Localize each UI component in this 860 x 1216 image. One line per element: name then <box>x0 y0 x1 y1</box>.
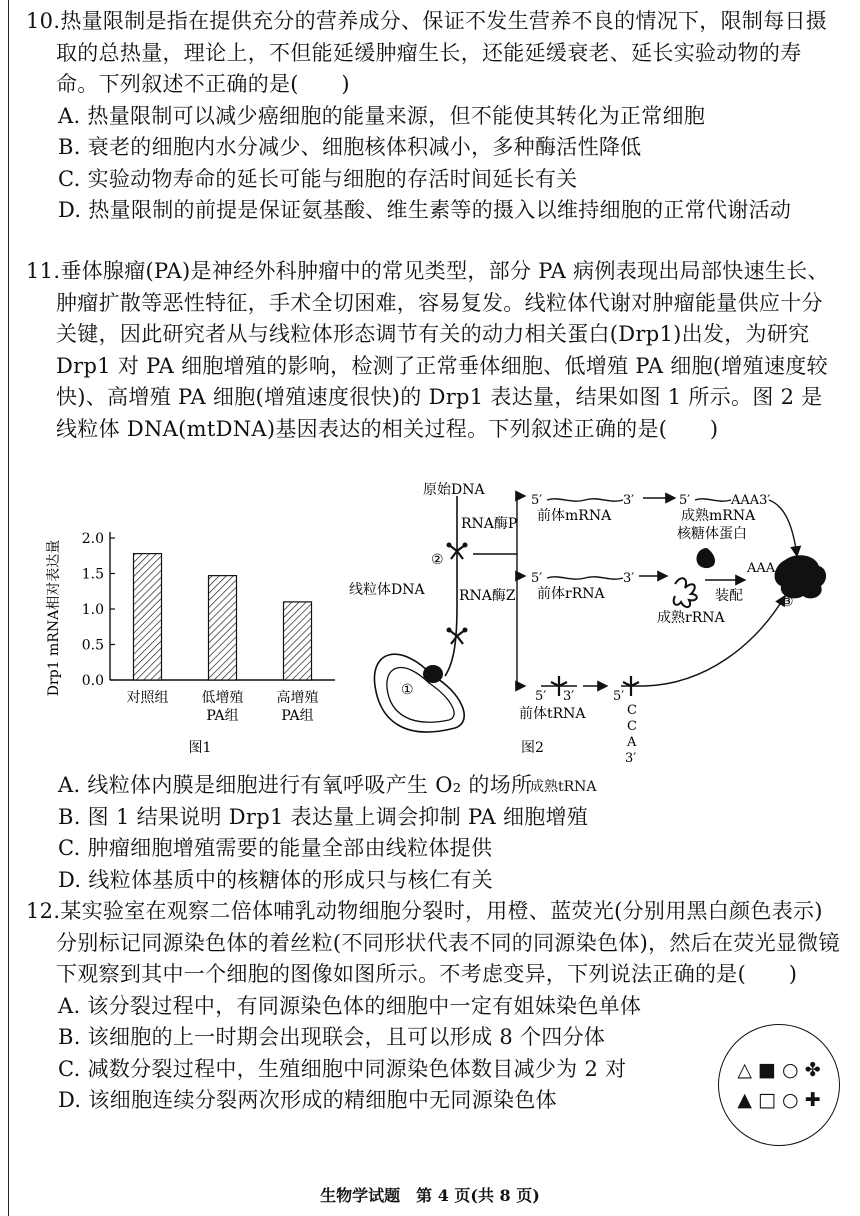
question-11-number: 11. <box>26 259 61 283</box>
label-circled-3: ③ <box>781 594 794 610</box>
label-mature-mrna: 成熟mRNA <box>681 508 756 524</box>
question-12-stem: 12.某实验室在观察二倍体哺乳动物细胞分裂时，用橙、蓝荧光(分别用黑白颜色表示)分别标记同源染色体的着丝粒(不同形状代表不同的同源染色体)，然后在荧光显微镜下观察到其中一个细胞的图像如图所示。不考虑变异，下列说法正确的是( ) <box>26 899 840 986</box>
chart-bar <box>134 554 162 680</box>
question-10 <box>26 6 841 227</box>
chart-y-tick-label: 0.5 <box>81 637 104 654</box>
trna-c2: C <box>627 719 637 734</box>
chart-y-tick-label: 1.5 <box>81 566 104 583</box>
question-11-options <box>26 770 841 896</box>
label-rnase-z: RNA酶Z <box>459 588 516 604</box>
trna-a: A <box>627 735 637 750</box>
triangle-filled-icon: ▲ <box>737 1089 752 1111</box>
label-pre-rrna: 前体rRNA <box>537 586 605 602</box>
mature-mrna-5prime: 5′ <box>679 493 691 508</box>
question-10-option-a: A. 热量限制可以减少癌细胞的能量来源，但不能使其转化为正常细胞 <box>58 103 706 128</box>
cross-filled-icon: ✚ <box>804 1089 821 1111</box>
chart-y-tick-label: 2.0 <box>81 531 104 547</box>
mrna-3prime: 3′ <box>623 493 635 508</box>
label-aaa3: AAA3′ <box>731 493 771 508</box>
question-11-stem: 11.垂体腺瘤(PA)是神经外科肿瘤中的常见类型，部分 PA 病例表现出局部快速生长、肿瘤扩散等恶性特征，手术全切困难，容易复发。线粒体代谢对肿瘤能量供应十分关键，因此研究者从与线粒体形态调节有关的动力相关蛋白(Drp1)出发，为研究 Drp1 对 PA 细胞增殖的影响，检测了正常垂体细胞、低增殖 PA 细胞(增殖速度较快)、高增殖 PA 细胞(增殖速度很快)的 Drp1 表达量，结果如图 1 所示。图 2 是线粒体 DNA(mtDNA)基因表达的相关过程。下列叙述正确的是( ) <box>26 259 829 441</box>
chart-title: 图1 <box>188 740 212 756</box>
trna-end-3prime: 3′ <box>625 751 637 766</box>
chart-x-ticks <box>127 689 319 724</box>
chart-x-tick-label: PA组 <box>206 708 239 724</box>
mature-trna-5prime: 5′ <box>613 689 625 704</box>
label-pre-mrna: 前体mRNA <box>537 508 612 524</box>
square-filled-icon: ■ <box>758 1059 776 1081</box>
trna-5prime: 5′ <box>535 689 547 704</box>
circle-outline-icon: ○ <box>782 1059 799 1081</box>
question-11-option-d: D. 线粒体基质中的核糖体的形成只与核仁有关 <box>58 867 494 892</box>
chart-x-tick-label: PA组 <box>281 708 314 724</box>
cell-row-bottom <box>737 1085 820 1115</box>
label-mature-trna: 成熟tRNA <box>530 779 597 795</box>
label-mito-dna: 线粒体DNA <box>349 582 425 598</box>
label-circled-1: ① <box>401 682 414 698</box>
label-circled-2: ② <box>431 552 444 568</box>
cell-diagram <box>718 1024 840 1146</box>
chart-y-tick-label: 1.0 <box>81 602 104 618</box>
figure-2-mtdna-expression-diagram <box>345 476 845 772</box>
cross-outline-icon: ✤ <box>804 1059 821 1081</box>
question-10-stem: 10.热量限制是指在提供充分的营养成分、保证不发生营养不良的情况下，限制每日摄取的总热量，理论上，不但能延缓肿瘤生长，还能延缓衰老、延长实验动物的寿命。下列叙述不正确的是( ) <box>26 9 828 96</box>
chart-y-axis-label: Drp1 mRNA相对表达量 <box>46 539 62 697</box>
chart-x-tick-label: 对照组 <box>126 690 169 706</box>
mature-trna-icon <box>621 676 645 696</box>
rrna-5prime: 5′ <box>531 571 543 586</box>
chart-x-tick-label: 高增殖 <box>276 690 319 706</box>
question-12-option-c: C. 减数分裂过程中，生殖细胞中同源染色体数目减少为 2 对 <box>58 1056 627 1081</box>
label-assembly: 装配 <box>715 588 743 604</box>
label-original-dna: 原始DNA <box>423 482 485 498</box>
label-aaa: AAA <box>747 561 776 576</box>
trna-c1: C <box>627 703 637 718</box>
chart-y-tick-label: 0.0 <box>81 673 104 689</box>
chart-bars <box>134 554 312 680</box>
question-12-option-b: B. 该细胞的上一时期会出现联会，且可以形成 8 个四分体 <box>58 1025 606 1049</box>
question-11 <box>26 256 841 445</box>
mature-rrna-icon <box>674 578 697 607</box>
chart-bar <box>284 602 312 680</box>
mrna-5prime: 5′ <box>531 493 543 508</box>
ribosome-protein-icon <box>696 548 715 568</box>
rrna-3prime: 3′ <box>623 571 635 586</box>
polymerase-blob <box>423 665 443 683</box>
question-12-option-d: D. 该细胞连续分裂两次形成的精细胞中无同源染色体 <box>58 1088 557 1112</box>
label-fig2-caption: 图2 <box>521 740 544 756</box>
label-rnase-p: RNA酶P <box>461 516 518 532</box>
question-12-number: 12. <box>26 899 61 923</box>
square-outline-icon: □ <box>758 1089 776 1111</box>
chart-bar <box>209 576 237 680</box>
question-11-option-a: A. 线粒体内膜是细胞进行有氧呼吸产生 O₂ 的场所 <box>58 773 533 797</box>
label-ribosome-protein: 核糖体蛋白 <box>677 526 747 542</box>
question-10-number: 10. <box>26 9 61 33</box>
question-10-option-d: D. 热量限制的前提是保证氨基酸、维生素等的摄入以维持细胞的正常代谢活动 <box>58 198 792 222</box>
figure-1-bar-chart <box>40 500 350 770</box>
left-margin-rule <box>8 0 9 1216</box>
triangle-outline-icon: △ <box>737 1059 752 1081</box>
question-11-option-b: B. 图 1 结果说明 Drp1 表达量上调会抑制 PA 细胞增殖 <box>58 804 589 829</box>
label-mature-rrna: 成熟rRNA <box>657 610 725 626</box>
page-footer: 生物学试题 第 4 页(共 8 页) <box>320 1186 540 1205</box>
assembled-ribosome-icon <box>775 555 826 598</box>
trna-3prime: 3′ <box>563 689 575 704</box>
circle-outline-icon: ○ <box>782 1089 799 1111</box>
cell-row-top <box>737 1055 820 1085</box>
question-10-option-c: C. 实验动物寿命的延长可能与细胞的存活时间延长有关 <box>58 166 578 191</box>
label-pre-trna: 前体tRNA <box>519 706 586 722</box>
question-11-option-c: C. 肿瘤细胞增殖需要的能量全部由线粒体提供 <box>58 836 493 860</box>
question-10-option-b: B. 衰老的细胞内水分减少、细胞核体积减小，多种酶活性降低 <box>58 135 642 159</box>
question-12-option-a: A. 该分裂过程中，有同源染色体的细胞中一定有姐妹染色单体 <box>58 993 642 1018</box>
chart-x-tick-label: 低增殖 <box>201 690 244 706</box>
